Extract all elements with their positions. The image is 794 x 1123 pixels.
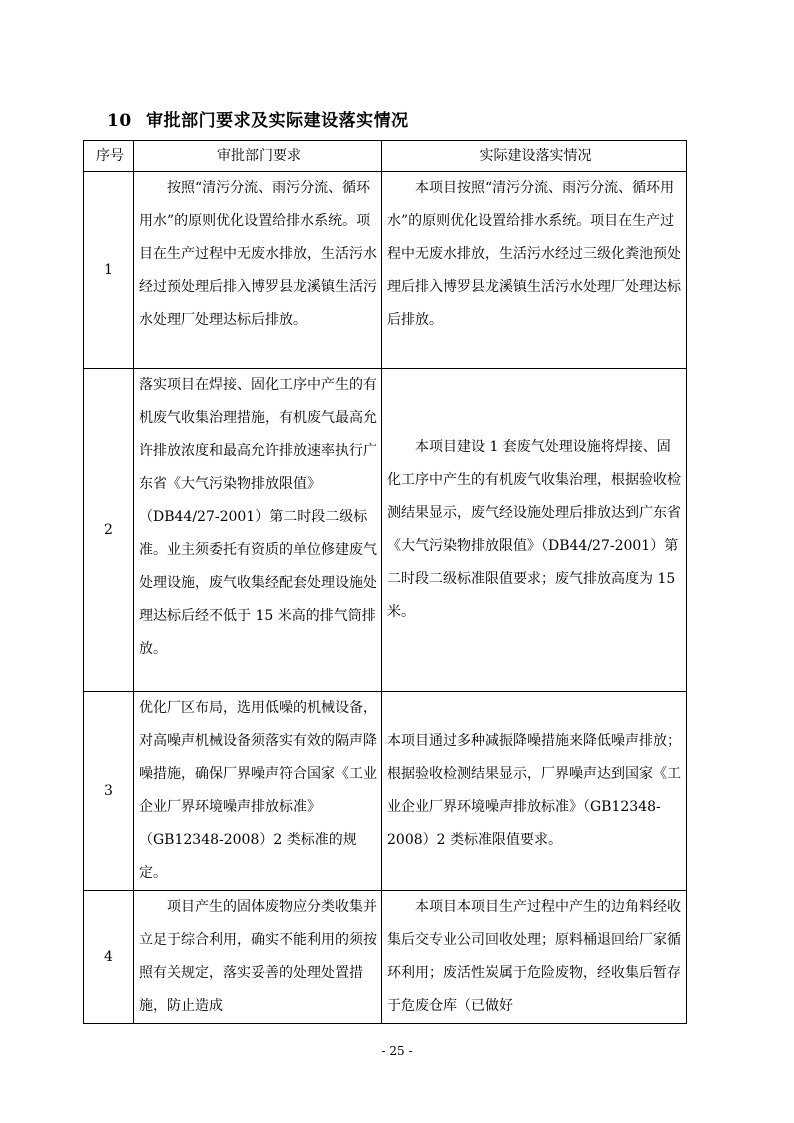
table-header-row [84,141,687,172]
section-title: 审批部门要求及实际建设落实情况 [146,111,409,131]
implementation-cell [382,172,687,369]
requirement-cell [134,891,382,1024]
page-number: - 25 - [381,1044,413,1058]
implementation-cell [382,692,687,891]
requirement-text: 项目产生的固体废物应分类收集并立足于综合利用，确实不能利用的须按照有关规定，落实妥善的处理处置措施，防止造成 [139,899,377,1014]
header-implementation: 实际建设落实情况 [382,141,687,172]
requirement-cell [134,369,382,692]
requirement-text: 落实项目在焊接、固化工序中产生的有机废气收集治理措施，有机废气最高允许排放浓度和最高允许排放速率执行广东省《大气污染物排放限值》（DB44/27-2001）第二时段二级标准。业主须委托有资质的单位修建废气处理设施，废气收集经配套处理设施处理达标后经不低于 15 米高的排气筒排放。 [139,377,377,657]
section-heading [107,106,409,131]
row-number: 1 [84,172,134,369]
row-number: 2 [84,369,134,692]
table-row [84,692,687,891]
section-number: 10 [107,111,132,131]
row-number: 4 [84,891,134,1024]
implementation-text: 本项目按照“清污分流、雨污分流、循环用水”的原则优化设置给排水系统。项目在生产过程中无废水排放，生活污水经过三级化粪池预处理后排入博罗县龙溪镇生活污水处理厂处理达标后排放。 [387,180,681,328]
implementation-cell [382,891,687,1024]
table-row [84,172,687,369]
requirements-table [83,140,687,1024]
requirement-text: 按照“清污分流、雨污分流、循环用水”的原则优化设置给排水系统。项目在生产过程中无废水排放，生活污水经过预处理后排入博罗县龙溪镇生活污水处理厂处理达标后排放。 [139,180,377,328]
requirement-cell [134,692,382,891]
implementation-text: 本项目建设 1 套废气处理设施将焊接、固化工序中产生的有机废气收集治理，根据验收检测结果显示，废气经设施处理后排放达到广东省《大气污染物排放限值》（DB44/27-2001）第二时段二级标准限值要求；废气排放高度为 15 米。 [387,439,681,620]
requirement-cell [134,172,382,369]
table-row [84,369,687,692]
requirement-text: 优化厂区布局，选用低噪的机械设备，对高噪声机械设备须落实有效的隔声降噪措施，确保厂界噪声符合国家《工业企业厂界环境噪声排放标准》（GB12348-2008）2 类标准的规定。 [139,700,377,881]
header-no: 序号 [84,141,134,172]
row-number: 3 [84,692,134,891]
implementation-text: 本项目通过多种减振降噪措施来降低噪声排放；根据验收检测结果显示，厂界噪声达到国家《工业企业厂界环境噪声排放标准》（GB12348-2008）2 类标准限值要求。 [387,733,681,848]
implementation-cell [382,369,687,692]
table-row [84,891,687,1024]
implementation-text: 本项目本项目生产过程中产生的边角料经收集后交专业公司回收处理；原料桶退回给厂家循环利用；废活性炭属于危险废物，经收集后暂存于危废仓库（已做好 [387,899,681,1014]
header-requirement: 审批部门要求 [134,141,382,172]
